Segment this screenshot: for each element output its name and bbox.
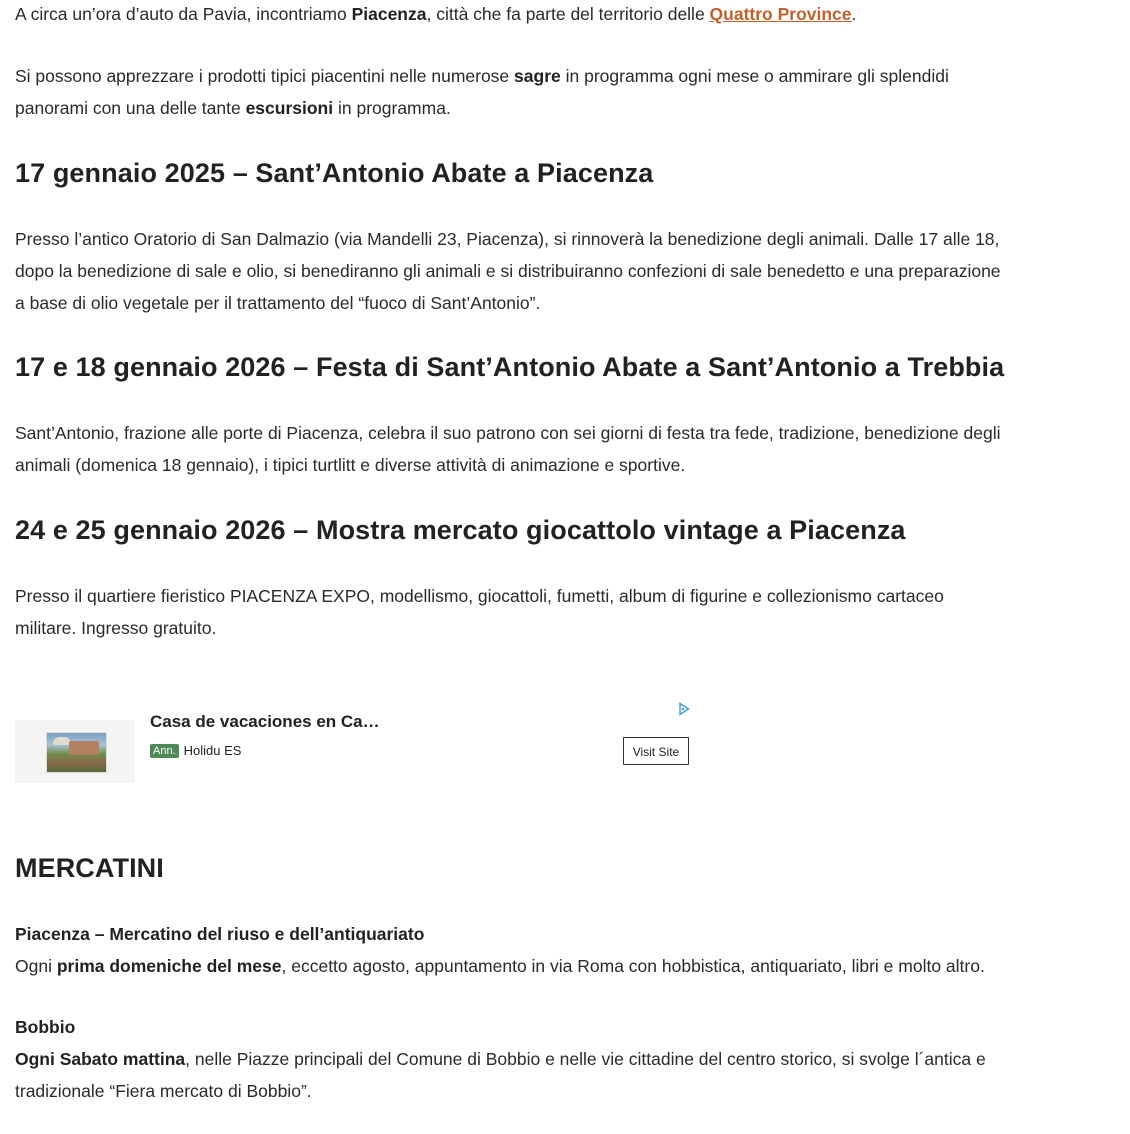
event-line: a base di olio vegetale per il trattamento del “fuoco di Sant’Antonio”. [15, 293, 541, 313]
event-line: Presso l’antico Oratorio di San Dalmazio (via Mandelli 23, Piacenza), si rinnoverà la benedizione degli animali. Dalle 17 alle 18, [15, 229, 1000, 249]
intro-text: , città che fa parte del territorio delle [426, 4, 710, 24]
piacenza-bold: Piacenza [351, 4, 427, 24]
intro-paragraph-1 [15, 0, 856, 30]
intro-paragraph-2 [15, 60, 949, 124]
event-line: militare. Ingresso gratuito. [15, 618, 217, 638]
mercatino-bobbio [15, 1011, 986, 1107]
sagre-bold: sagre [514, 66, 561, 86]
mercatino-text: , eccetto agosto, appuntamento in via Roma con hobbistica, antiquariato, libri e molto altro. [281, 956, 985, 976]
ad-badge: Ann. [150, 744, 179, 758]
sponsored-ad[interactable] [15, 698, 695, 788]
event-title: 17 gennaio 2025 – Sant’Antonio Abate a Piacenza [15, 158, 654, 188]
visit-site-button[interactable]: Visit Site [623, 737, 689, 765]
ad-thumbnail-container[interactable] [15, 720, 135, 783]
intro-text: Si possono apprezzare i prodotti tipici piacentini nelle numerose [15, 66, 515, 86]
mercatino-text: Ogni [15, 956, 57, 976]
quattro-province-link[interactable]: Quattro Province [709, 4, 852, 24]
event-line: Presso il quartiere fieristico PIACENZA EXPO, modellismo, giocattoli, fumetti, album di figurine e collezionismo cartaceo [15, 586, 944, 606]
ad-title[interactable]: Casa de vacaciones en Ca… [150, 712, 380, 731]
intro-text: . [851, 4, 857, 24]
event-line: animali (domenica 18 gennaio), i tipici turtlitt e diverse attività di animazione e sportive. [15, 455, 686, 475]
mercatino-title: Piacenza – Mercatino del riuso e dell’antiquariato [15, 924, 425, 944]
intro-text: in programma ogni mese o ammirare gli splendidi [560, 66, 949, 86]
house-shape [69, 741, 99, 755]
event-title: 24 e 25 gennaio 2026 – Mostra mercato giocattolo vintage a Piacenza [15, 515, 906, 545]
mercatino-bold: prima domeniche del mese [56, 956, 282, 976]
mercatino-text: tradizionale “Fiera mercato di Bobbio”. [15, 1081, 312, 1101]
ad-advertiser-row [150, 740, 241, 762]
event-line: dopo la benedizione di sale e olio, si benediranno gli animali e si distribuiranno confezioni di sale benedetto e una preparazione [15, 261, 1001, 281]
escursioni-bold: escursioni [245, 98, 334, 118]
event-description [15, 223, 1001, 319]
event-title: 17 e 18 gennaio 2026 – Festa di Sant’Antonio Abate a Sant’Antonio a Trebbia [15, 352, 1005, 382]
adchoices-icon[interactable] [678, 702, 690, 716]
mercatino-bold: Ogni Sabato mattina [15, 1049, 186, 1069]
mercatino-title: Bobbio [15, 1017, 76, 1037]
mercatini-heading: MERCATINI [15, 853, 164, 883]
event-line: Sant’Antonio, frazione alle porte di Piacenza, celebra il suo patrono con sei giorni di festa tra fede, tradizione, benedizione degli [15, 423, 1001, 443]
intro-text: A circa un’ora d’auto da Pavia, incontriamo [15, 4, 352, 24]
ad-thumbnail-image[interactable] [46, 732, 107, 773]
intro-text: in programma. [333, 98, 451, 118]
event-description [15, 417, 1000, 481]
ad-advertiser: Holidu ES [183, 743, 242, 758]
mercatino-text: , nelle Piazze principali del Comune di Bobbio e nelle vie cittadine del centro storico, si svolge l´antica e [185, 1049, 986, 1069]
intro-text: panorami con una delle tante [15, 98, 246, 118]
event-description [15, 580, 944, 644]
mercatino-piacenza [15, 918, 985, 982]
